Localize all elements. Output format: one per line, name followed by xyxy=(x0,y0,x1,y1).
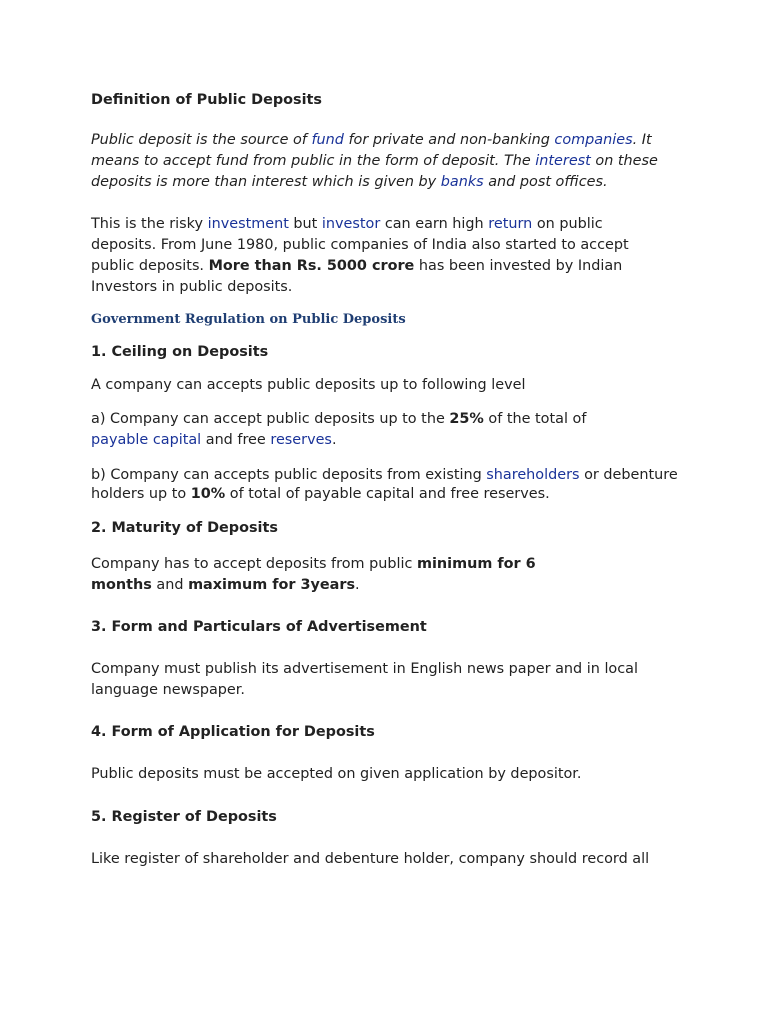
section-1-item-b xyxy=(91,466,681,504)
intro-text-5: and post offices. xyxy=(483,174,608,190)
interest-link[interactable]: interest xyxy=(535,153,591,169)
return-link[interactable]: return xyxy=(488,216,533,232)
document-page xyxy=(91,90,691,891)
shareholders-link[interactable]: shareholders xyxy=(486,467,580,483)
intro-text-3: . It means to accept fund from public in the form of deposit. The xyxy=(91,132,652,169)
item-a-text-1: a) Company can accept public deposits up to the xyxy=(91,411,450,427)
section-2-text-3: . xyxy=(355,577,360,593)
item-b-text-3: of total of payable capital and free reserves. xyxy=(225,486,550,502)
section-5-paragraph: Like register of shareholder and debenture holder, company should record all xyxy=(91,851,650,867)
investment-link[interactable]: investment xyxy=(207,216,289,232)
section-2-text-1: Company has to accept deposits from public xyxy=(91,556,417,572)
section-2-bold-1: minimum for 6 months xyxy=(91,556,536,593)
item-a-bold: 25% xyxy=(449,411,484,427)
payable-capital-link[interactable]: payable capital xyxy=(91,432,202,448)
risk-text-5: has been invested by Indian Investors in public deposits. xyxy=(91,258,623,295)
risk-bold-amount: More than Rs. 5000 crore xyxy=(208,258,415,274)
risk-paragraph xyxy=(91,214,666,298)
section-2-paragraph xyxy=(91,554,571,596)
page-title: Definition of Public Deposits xyxy=(91,92,322,108)
intro-text-4: on these deposits is more than interest which is given by xyxy=(91,153,658,190)
section-4-heading: 4. Form of Application for Deposits xyxy=(91,724,375,740)
companies-link[interactable]: companies xyxy=(554,132,633,148)
section-2-bold-2: maximum for 3years xyxy=(188,577,356,593)
risk-text-2: but xyxy=(288,216,322,232)
section-5-heading: 5. Register of Deposits xyxy=(91,809,277,825)
section-1-item-a xyxy=(91,409,611,451)
investor-link[interactable]: investor xyxy=(321,216,381,232)
item-b-bold: 10% xyxy=(190,486,226,502)
section-1-intro: A company can accepts public deposits up to following level xyxy=(91,377,526,393)
intro-text-2: for private and non-banking xyxy=(343,132,555,148)
item-a-text-3: and free xyxy=(201,432,271,448)
section-2-text-2: and xyxy=(151,577,189,593)
risk-text-4: on public deposits. From June 1980, public companies of India also started to accept public deposits. xyxy=(91,216,629,274)
reserves-link[interactable]: reserves xyxy=(270,432,332,448)
section-3-paragraph: Company must publish its advertisement in English news paper and in local language newspaper. xyxy=(91,661,638,698)
section-1-heading: 1. Ceiling on Deposits xyxy=(91,344,269,360)
section-4-paragraph: Public deposits must be accepted on given application by depositor. xyxy=(91,766,582,782)
risk-text-3: can earn high xyxy=(380,216,489,232)
item-a-text-4: . xyxy=(331,432,337,448)
item-a-text-2: of the total of xyxy=(483,411,587,427)
fund-link[interactable]: fund xyxy=(311,132,344,148)
intro-text-1: Public deposit is the source of xyxy=(91,132,312,148)
banks-link[interactable]: banks xyxy=(440,174,484,190)
risk-text-1: This is the risky xyxy=(91,216,208,232)
item-b-text-2: or debenture holders up to xyxy=(91,467,678,502)
section-2-heading: 2. Maturity of Deposits xyxy=(91,520,278,536)
intro-paragraph xyxy=(91,130,666,193)
section-3-heading: 3. Form and Particulars of Advertisement xyxy=(91,619,427,635)
government-regulation-heading: Government Regulation on Public Deposits xyxy=(91,312,406,327)
item-b-text-1: b) Company can accepts public deposits from existing xyxy=(91,467,487,483)
